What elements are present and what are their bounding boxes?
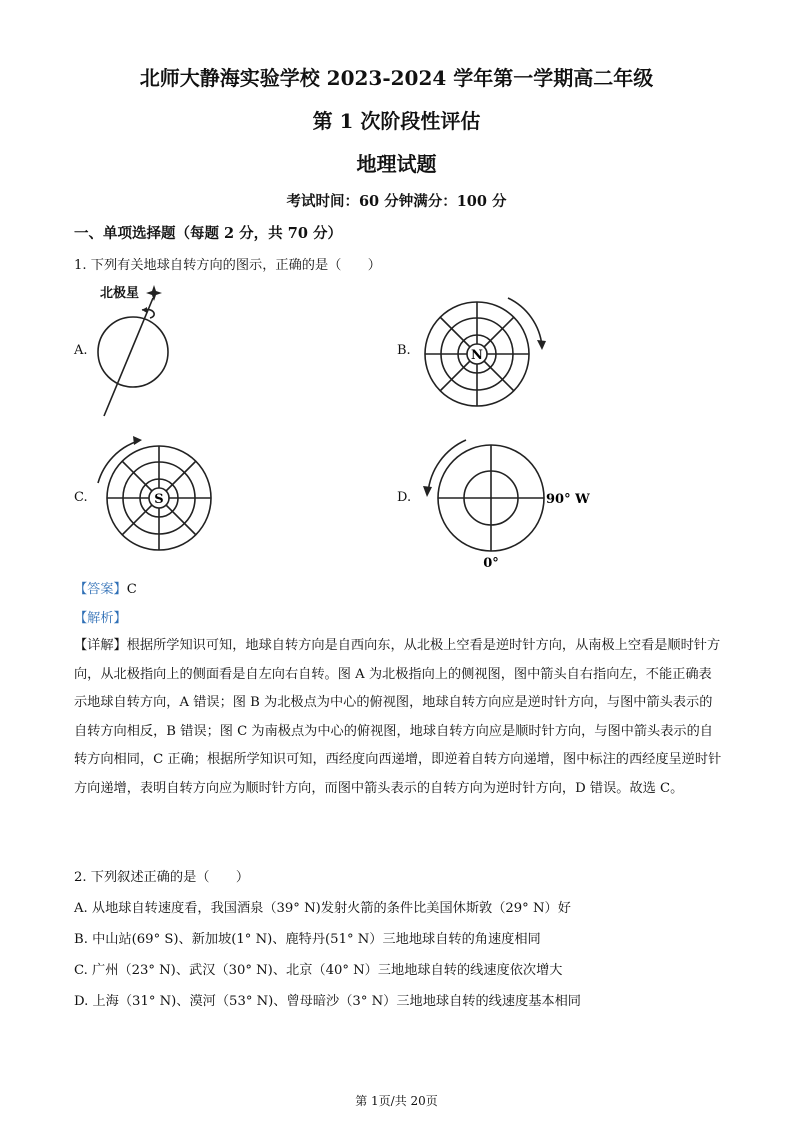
q1-detail <box>74 632 724 803</box>
q2-option-c: C. 广州（23° N)、武汉（30° N)、北京（40° N）三地地球自转的线速度依次增大 <box>74 963 563 978</box>
exam-title-subject: 地理试题 <box>356 152 437 176</box>
answer-tag: 【答案】 <box>74 582 127 597</box>
exam-title-line2: 第 1 次阶段性评估 <box>312 109 481 133</box>
q1-option-b-label: B. <box>397 343 411 358</box>
exam-title-line1: 北师大静海实验学校 2023-2024 学年第一学期高二年级 <box>139 66 654 90</box>
analysis-tag: 【解析】 <box>74 611 127 626</box>
q1-answer <box>74 578 137 597</box>
q2-option-a: A. 从地球自转速度看，我国酒泉（39° N)发射火箭的条件比美国休斯敦（29° N）好 <box>74 901 571 916</box>
q1-option-c-label: C. <box>74 490 88 505</box>
q1-option-a-label: A. <box>74 343 88 358</box>
lon-90w-label: 90° W <box>546 492 590 507</box>
detail-text: 根据所学知识可知，地球自转方向是自西向东，从北极上空看是逆时针方向，从南极上空看是顺时针方向，从北极指向上的侧面看是自左向右自转。图 A 为北极指向上的侧视图，图中箭头自右指向左，不能正确表示地球自转方向，A 错误；图 B 为北极点为中心的俯视图，地球自转方向应是逆时针方向，与图中箭头表示的自转方向相反，B 错误；图 C 为南极点为中心的俯视图，地球自转方向应是顺时针方向，与图中箭头表示的自转方向相同，C 正确；根据所学知识可知，西经度向西递增，即逆着自转方向递增，图中标注的西经度呈逆时针方向递增，表明自转方向应为顺时针方向，而图中箭头表示的自转方向为逆时针方向，D 错误。故选 C。 <box>74 638 722 796</box>
lon-0-label: 0° <box>483 556 499 571</box>
section-heading: 一、单项选择题（每题 2 分，共 70 分） <box>74 225 342 242</box>
q1-figure-c <box>90 433 230 558</box>
q2-stem: 2. 下列叙述正确的是（ ） <box>74 870 250 885</box>
polaris-star-icon <box>146 285 162 301</box>
q1-figure-a <box>90 280 190 420</box>
polaris-label: 北极星 <box>100 286 140 301</box>
q2-option-d: D. 上海（31° N)、漠河（53° N)、曾母暗沙（3° N）三地地球自转的线速度基本相同 <box>74 994 581 1009</box>
exam-info: 考试时间：60 分钟满分：100 分 <box>286 193 507 210</box>
q1-stem: 1. 下列有关地球自转方向的图示，正确的是（ ） <box>74 258 381 273</box>
detail-tag: 【详解】 <box>74 638 127 653</box>
page-number: 第 1页/共 20页 <box>355 1094 438 1108</box>
north-pole-label: N <box>471 348 483 363</box>
q1-figure-d <box>420 433 600 573</box>
south-pole-label: S <box>154 492 164 507</box>
q2-option-b: B. 中山站(69° S)、新加坡(1° N)、鹿特丹(51° N）三地地球自转的角速度相同 <box>74 932 541 947</box>
answer-value: C <box>126 582 137 597</box>
q1-option-d-label: D. <box>397 490 412 505</box>
q1-figure-b <box>420 290 560 420</box>
